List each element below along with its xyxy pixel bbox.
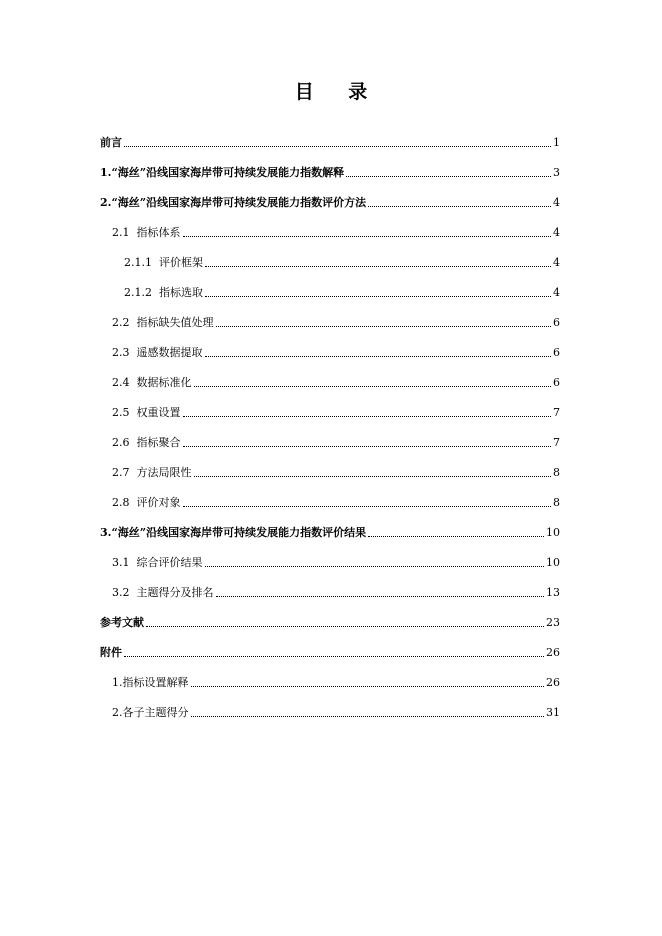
toc-entry-number: 1. [100, 166, 112, 179]
toc-dot-leader [183, 505, 552, 507]
toc-dot-leader [183, 445, 552, 447]
page-title: 目 录 [294, 81, 382, 103]
toc-entry-page-number: 7 [553, 436, 560, 449]
toc-entry-number: 2.8 [112, 496, 137, 509]
toc-entry-number: 1. [112, 676, 123, 689]
toc-dot-leader [124, 655, 544, 657]
toc-entry-number: 3.2 [112, 586, 137, 599]
toc-dot-leader [146, 625, 544, 627]
toc-entry-label: 指标设置解释 [122, 676, 189, 689]
toc-entry[interactable] [100, 670, 560, 690]
toc-entry-label: 评价框架 [158, 256, 203, 269]
toc-dot-leader [205, 265, 551, 267]
toc-entry-label: “海丝”沿线国家海岸带可持续发展能力指数评价结果 [111, 526, 367, 539]
toc-entry-page-number: 31 [546, 706, 560, 719]
toc-entry-label: 附件 [100, 646, 122, 659]
toc-entry[interactable] [100, 580, 560, 600]
toc-dot-leader [205, 355, 552, 357]
toc-entry[interactable] [100, 490, 560, 510]
toc-entry[interactable] [100, 550, 560, 570]
toc-entry[interactable] [100, 610, 560, 630]
toc-entry-page-number: 1 [553, 136, 560, 149]
toc-entry-number: 2.3 [112, 346, 137, 359]
toc-entry-label: 主题得分及排名 [136, 586, 214, 599]
toc-entry-label: 遥感数据提取 [136, 346, 203, 359]
toc-entry[interactable] [100, 370, 560, 390]
toc-entry[interactable] [100, 520, 560, 540]
toc-entry[interactable] [100, 130, 560, 150]
toc-entry-label: 指标缺失值处理 [136, 316, 214, 329]
toc-entry[interactable] [100, 220, 560, 240]
toc-entry-label: 指标聚合 [136, 436, 181, 449]
toc-entry-number: 2.2 [112, 316, 137, 329]
toc-entry-page-number: 7 [553, 406, 560, 419]
toc-entry-label: 权重设置 [136, 406, 181, 419]
toc-entry-label: “海丝”沿线国家海岸带可持续发展能力指数评价方法 [111, 196, 367, 209]
toc-entry[interactable] [100, 340, 560, 360]
toc-entry[interactable] [100, 280, 560, 300]
toc-entry-number: 2.1.1 [124, 256, 159, 269]
toc-entry-page-number: 4 [553, 196, 560, 209]
toc-entry-number: 3.1 [112, 556, 137, 569]
toc-entry-page-number: 3 [553, 166, 560, 179]
toc-entry[interactable] [100, 400, 560, 420]
toc-entry-page-number: 4 [553, 226, 560, 239]
toc-entry-page-number: 6 [553, 346, 560, 359]
toc-entry-label: 综合评价结果 [136, 556, 203, 569]
toc-entry-page-number: 8 [553, 496, 560, 509]
toc-entry[interactable] [100, 430, 560, 450]
toc-dot-leader [216, 595, 545, 597]
toc-entry-label: 各子主题得分 [122, 706, 189, 719]
toc-entry-page-number: 4 [553, 286, 560, 299]
toc-entry-label: 方法局限性 [136, 466, 192, 479]
toc-entry-number: 2.6 [112, 436, 137, 449]
toc-entry-page-number: 10 [546, 526, 560, 539]
toc-dot-leader [205, 295, 551, 297]
toc-dot-leader [216, 325, 552, 327]
toc-entry-label: 参考文献 [100, 616, 144, 629]
toc-entry[interactable] [100, 460, 560, 480]
toc-entry-number: 2.4 [112, 376, 137, 389]
toc-dot-leader [124, 145, 551, 147]
toc-entry[interactable] [100, 160, 560, 180]
toc-dot-leader [194, 475, 552, 477]
toc-entry-page-number: 6 [553, 316, 560, 329]
toc-entry-label: 数据标准化 [136, 376, 192, 389]
toc-dot-leader [205, 565, 545, 567]
toc-entry[interactable] [100, 700, 560, 720]
toc-entry-page-number: 26 [546, 646, 560, 659]
toc-entry-number: 2. [100, 196, 112, 209]
toc-entry-page-number: 10 [546, 556, 560, 569]
toc-entry-page-number: 6 [553, 376, 560, 389]
toc-entry-number: 2.7 [112, 466, 137, 479]
toc-entry-number: 2.1.2 [124, 286, 159, 299]
toc-entry-label: 指标体系 [136, 226, 181, 239]
toc-entry-page-number: 4 [553, 256, 560, 269]
toc-entry-number: 2.5 [112, 406, 137, 419]
toc-entry-number: 3. [100, 526, 112, 539]
toc-dot-leader [368, 205, 551, 207]
toc-entry-page-number: 13 [546, 586, 560, 599]
toc-dot-leader [346, 175, 551, 177]
toc-dot-leader [194, 385, 552, 387]
toc-entry-number: 2. [112, 706, 123, 719]
toc-entry-label: “海丝”沿线国家海岸带可持续发展能力指数解释 [111, 166, 345, 179]
toc-entry-page-number: 23 [546, 616, 560, 629]
toc-entry[interactable] [100, 250, 560, 270]
toc-entry[interactable] [100, 190, 560, 210]
toc-entry-label: 前言 [100, 136, 122, 149]
toc-entry-page-number: 8 [553, 466, 560, 479]
toc-entry-page-number: 26 [546, 676, 560, 689]
toc-entry[interactable] [100, 310, 560, 330]
toc-dot-leader [368, 535, 544, 537]
toc-entry-label: 指标选取 [158, 286, 203, 299]
toc-dot-leader [183, 415, 552, 417]
toc-dot-leader [191, 715, 545, 717]
toc-dot-leader [183, 235, 552, 237]
toc-entry-number: 2.1 [112, 226, 137, 239]
toc-dot-leader [191, 685, 545, 687]
toc-entry-label: 评价对象 [136, 496, 181, 509]
toc-entry[interactable] [100, 640, 560, 660]
